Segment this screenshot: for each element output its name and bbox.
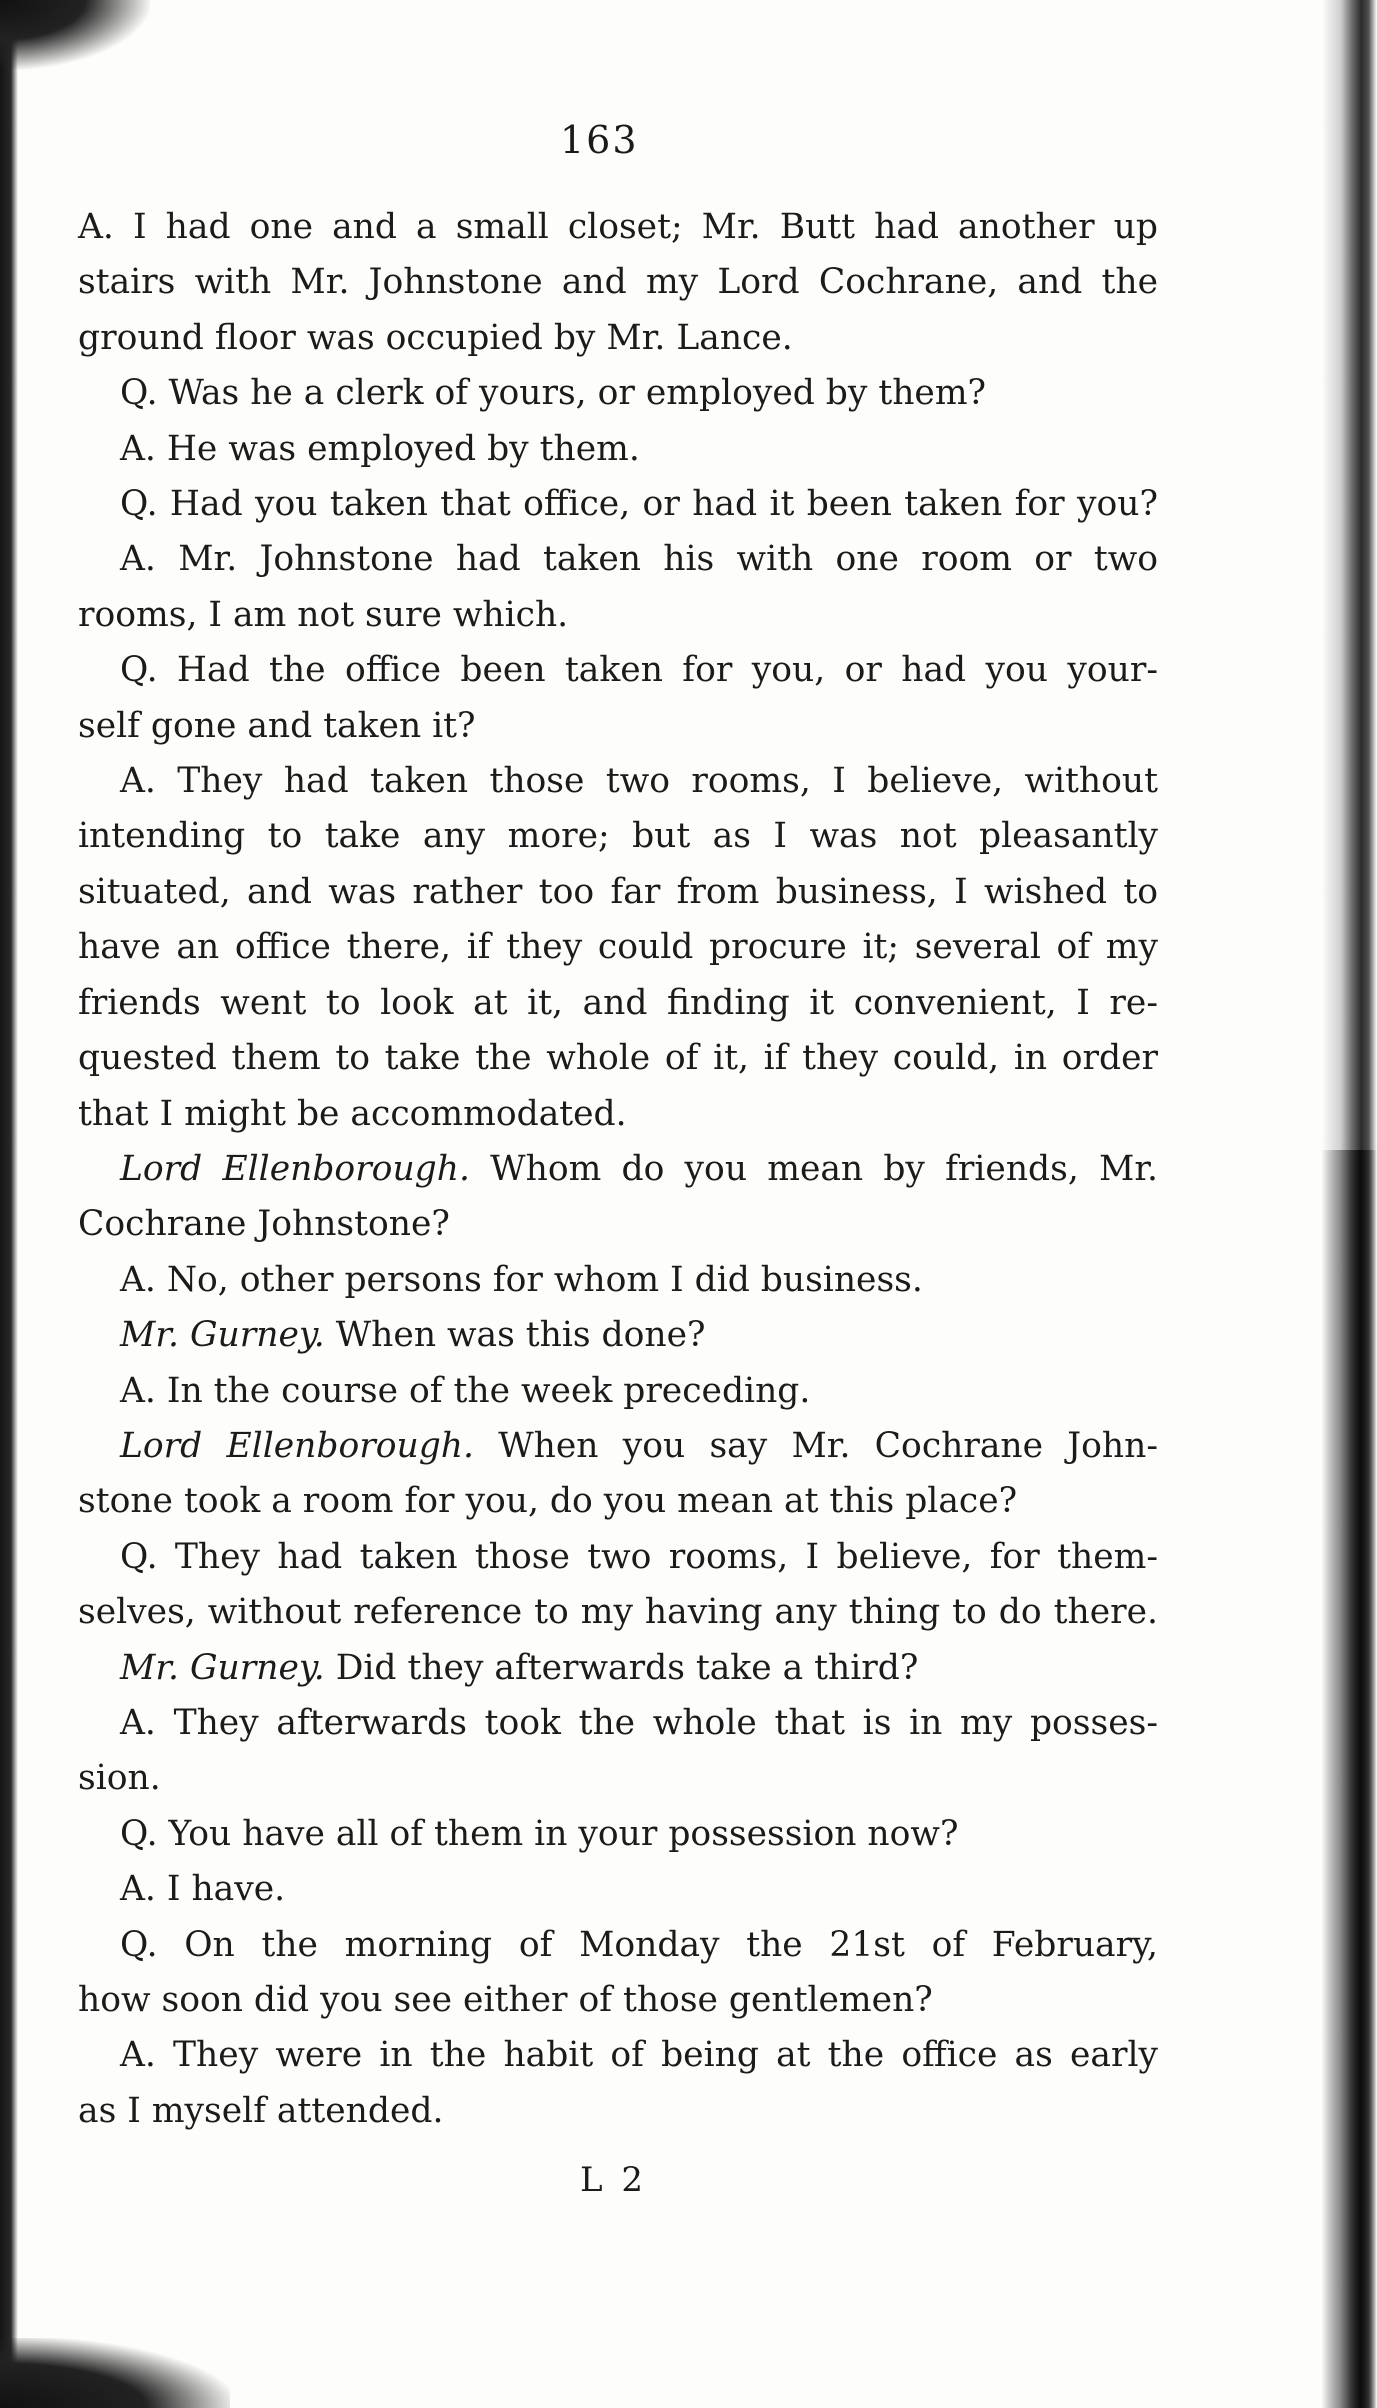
text-line: Q. Had you taken that office, or had it been taken for you? — [120, 484, 1158, 525]
text-line: A. In the course of the week preceding. — [120, 1370, 811, 1411]
testimony-text — [78, 200, 1158, 2139]
text-line: self gone and taken it? — [78, 705, 476, 746]
text-line: ground floor was occupied by Mr. Lance. — [78, 317, 793, 358]
text-line: Q. On the morning of Monday the 21st of February, — [120, 1924, 1158, 1965]
text-line: that I might be accommodated. — [78, 1093, 627, 1134]
page-number: 163 — [560, 118, 639, 162]
text-line: Q. Had the office been taken for you, or had you your- — [120, 650, 1158, 691]
text-line: Lord Ellenborough. When you say Mr. Cochrane John- — [120, 1425, 1158, 1466]
text-line: have an office there, if they could procure it; several of my — [78, 927, 1158, 968]
text-line: how soon did you see either of those gentlemen? — [78, 1980, 933, 2020]
speaker-name: Mr. Gurney. — [120, 1315, 325, 1356]
text-line: intending to take any more; but as I was not pleasantly — [78, 816, 1158, 857]
text-line: A. He was employed by them. — [120, 428, 640, 469]
signature-mark: L 2 — [580, 2160, 648, 2200]
text-line: selves, without reference to my having any thing to do there. — [78, 1592, 1158, 1633]
text-line: as I myself attended. — [78, 2090, 444, 2131]
text-line: A. Mr. Johnstone had taken his with one room or two — [120, 539, 1158, 580]
text-line: stone took a room for you, do you mean at this place? — [78, 1481, 1018, 1522]
text-line: A. They had taken those two rooms, I believe, without — [120, 761, 1158, 802]
text-line: A. They afterwards took the whole that is in my posses- — [120, 1702, 1158, 1743]
text-line: Q. They had taken those two rooms, I believe, for them- — [120, 1536, 1158, 1577]
text-line: stairs with Mr. Johnstone and my Lord Cochrane, and the — [78, 262, 1158, 303]
page-corner-bottom — [0, 2338, 230, 2408]
page-left-edge — [0, 0, 18, 2408]
text-line: quested them to take the whole of it, if they could, in order — [78, 1038, 1158, 1079]
text-line: A. I have. — [120, 1869, 286, 1910]
text-line: Cochrane Johnstone? — [78, 1204, 450, 1245]
text-line: Lord Ellenborough. Whom do you mean by friends, Mr. — [120, 1148, 1158, 1189]
text-line: Mr. Gurney. When was this done? — [120, 1315, 706, 1356]
text-line: friends went to look at it, and finding it convenient, I re- — [78, 982, 1158, 1023]
speaker-name: Lord Ellenborough. — [120, 1425, 474, 1466]
text-line: Mr. Gurney. Did they afterwards take a third? — [120, 1647, 919, 1688]
text-line: A. No, other persons for whom I did business. — [120, 1259, 923, 1300]
text-line: situated, and was rather too far from business, I wished to — [78, 871, 1158, 912]
text-line: rooms, I am not sure which. — [78, 594, 569, 635]
text-line: A. They were in the habit of being at the office as early — [120, 2035, 1158, 2076]
page-corner-top — [0, 0, 150, 70]
text-line: sion. — [78, 1758, 161, 1799]
speaker-name: Lord Ellenborough. — [120, 1148, 470, 1189]
gutter-shadow — [1321, 1150, 1377, 2408]
text-line: Q. Was he a clerk of yours, or employed by them? — [120, 373, 987, 414]
text-line: Q. You have all of them in your possession now? — [120, 1813, 959, 1854]
speaker-name: Mr. Gurney. — [120, 1647, 325, 1688]
text-line: A. I had one and a small closet; Mr. Butt had another up — [78, 207, 1158, 247]
